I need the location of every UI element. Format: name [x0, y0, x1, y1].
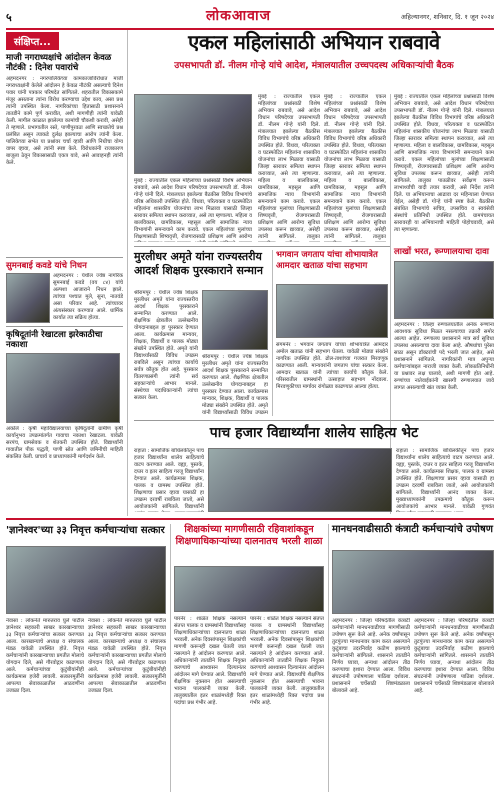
shikshak-headline: शिक्षकांच्या मागणीसाठी रहिवाशांकडून शिक्षणाधिकाऱ्यांच्या दालनातच भरली शाळा — [175, 524, 323, 547]
column-rule — [170, 524, 171, 792]
shikshak-photo — [174, 566, 324, 612]
right-sidebar-photo — [394, 261, 494, 319]
mandhan-body-col2: अहमदनगर : जिल्हा परिषदेतील कंत्राटी कर्मचाऱ्यांनी मानधनवाढीच्या मागणीसाठी उपोषण सुरू केले आहे. अनेक वर्षांपासून तुटपुंज्या मानधनावर काम करत असल्याने कुटुंबाचा उदरनिर्वाह कठीण झाल्याचे कर्मचाऱ्यांनी सांगितले. शासनाने तातडीने निर्णय घ्यावा, अन्यथा आंदोलन तीव्र करण्याचा इशारा देण्यात आला. विविध संघटनांनी उपोषणाला पाठिंबा दर्शवला. प्रशासनाने चर्चेसाठी शिष्टमंडळाला बोलावले आहे. — [414, 618, 494, 694]
lead-body-col3: मुंबई : राज्यातील एकल महिलांच्या प्रश्नांसाठी विशेष अभियान राबवावे, असे आदेश विधान परिषदेच्या उपसभापती डॉ. नीलम गोऱ्हे यांनी दिले. मंत्रालयात झालेल्या बैठकीस विविध विभागांचे वरिष्ठ अधिकारी उपस्थित होते. विधवा, परित्यक्ता व घटस्फोटित महिलांना शासकीय योजनांचा लाभ मिळावा यासाठी जिल्हा स्तरावर समित्या स्थापन कराव्यात, असे त्या म्हणाल्या. महिला व बालविकास, ग्रामविकास, महसूल आणि सामाजिक न्याय विभागांनी समन्वयाने काम करावे. एकल महिलांच्या मुलांच्या शिक्षणासाठी शिष्यवृत्ती, रोजगारासाठी प्रशिक्षण आणि आरोग्य सुविधा उपलब्ध करून द्याव्यात, असेही त्यांनी सांगितले. तालुका — [324, 94, 386, 240]
lower-section-rule — [6, 518, 494, 520]
right-sidebar-body: अहमदनगर : जिल्हा रुग्णालयातील अनेक रुग्णांना आवश्यक सुविधा मिळत नसल्याच्या तक्रारी समोर आल्या आहेत. रुग्णालय प्रशासनाने मात्र सर्व सुविधा उपलब्ध असल्याचा दावा केला आहे. औषधांचा पुरेसा साठा असून डॉक्टरांची पदे भरली जात आहेत, असे प्रशासनाने सांगितले. नागरिकांनी मात्र अपुऱ्या कर्मचाऱ्यांबद्दल नाराजी व्यक्त केली. लोकप्रतिनिधींनी या प्रश्नावर लक्ष घालावे, अशी मागणी होत आहे. रुग्णांच्या नातेवाईकांनी खासगी रुग्णालयात जावे लागत असल्याची खंत व्यक्त केली. — [394, 321, 494, 391]
five-thousand-body-col1: राहाता : सामाजिक बांधिलकीतून पाच हजार विद्यार्थ्यांना शालेय साहित्याचे वाटप करण्यात आले. वह्या, पुस्तके, दप्तर व इतर साहित्य गरजू विद्यार्थ्यांना देण्यात आले. कार्यक्रमास शिक्षक, पालक व ग्रामस्थ उपस्थित होते. शिक्षणाचा प्रसार व्हावा यासाठी हा उपक्रम दरवर्षी राबविला जातो, असे आयोजकांनी सांगितले. विद्यार्थ्यांनी — [134, 448, 204, 510]
brief-divider — [6, 326, 123, 327]
right-brief-body-top: मुंबई : राज्यातील एकल महिलांच्या प्रश्नांसाठी विशेष अभियान राबवावे, असे आदेश विधान परिषदेच्या उपसभापती डॉ. नीलम गोऱ्हे यांनी दिले. मंत्रालयात झालेल्या बैठकीस विविध विभागांचे वरिष्ठ अधिकारी उपस्थित होते. विधवा, परित्यक्ता व घटस्फोटित महिलांना शासकीय योजनांचा लाभ मिळावा यासाठी जिल्हा स्तरावर समित्या स्थापन कराव्यात, असे त्या म्हणाल्या. महिला व बालविकास, ग्रामविकास, महसूल आणि सामाजिक न्याय विभागांनी समन्वयाने काम करावे. एकल महिलांच्या मुलांच्या शिक्षणासाठी शिष्यवृत्ती, रोजगारासाठी प्रशिक्षण आणि आरोग्य सुविधा उपलब्ध करून द्याव्यात, असेही त्यांनी सांगितले. तालुका पातळीवर सर्वेक्षण करून लाभार्थ्यांची यादी तयार करावी, असे निर्देश त्यांनी दिले. या अभियानाचा आढावा दर महिन्याला घेण्यात येईल, असेही डॉ. गोऱ्हे यांनी स्पष्ट केले. बैठकीस संबंधित विभागांचे सचिव, उपसचिव व स्वयंसेवी संस्थांचे प्रतिनिधी उपस्थित होते. ग्रामपंचायत स्तरावरही या अभियानाची माहिती पोहोचवावी, असे त्या म्हणाल्या. — [394, 94, 494, 233]
dnyanesh-headline: 'ज्ञानेश्वर'च्या ३३ निवृत्त कर्मचाऱ्यांचा सत्कार — [6, 525, 165, 536]
dateline: अहिल्यानगर, शनिवार, दि. १ जून २०२४ — [400, 13, 494, 21]
five-thousand-body-col2: राहाता : सामाजिक बांधिलकीतून पाच हजार विद्यार्थ्यांना शालेय साहित्याचे वाटप करण्यात आले. वह्या, पुस्तके, दप्तर व इतर साहित्य गरजू विद्यार्थ्यांना देण्यात आले. कार्यक्रमास शिक्षक, पालक व ग्रामस्थ उपस्थित होते. शिक्षणाचा प्रसार व्हावा यासाठी हा उपक्रम दरवर्षी राबविला जातो, असे आयोजकांनी सांगितले. विद्यार्थ्यांनी आनंद व्यक्त केला. मुख्याध्यापकांनी उपक्रमाचे कौतुक करून आयोजकांचे आभार मानले. यावेळी गुणवंत — [396, 448, 494, 510]
mandhan-head — [332, 524, 494, 548]
column-rule — [328, 524, 329, 792]
page-number: ५ — [6, 11, 12, 24]
shikshak-body-col1: पारनेर : शाळेत शिक्षक नसल्याने संतप्त पालक व ग्रामस्थांनी विद्यार्थ्यांसह शिक्षणाधिकाऱ्यांच्या दालनातच शाळा भरवली. अनेक दिवसांपासून शिक्षकांची मागणी करूनही दखल घेतली जात नसल्याने हे आंदोलन करण्यात आले. अधिकाऱ्यांनी तातडीने शिक्षक नियुक्त करण्याचे आश्वासन दिल्यानंतर आंदोलन मागे घेण्यात आले. विद्यार्थ्यांचे शैक्षणिक नुकसान होत असल्याची भावना पालकांनी व्यक्त केली. तालुक्यातील इतर शाळांमध्येही रिक्त पदांचा प्रश्न गंभीर आहे. — [174, 616, 246, 706]
brief-column — [6, 30, 128, 516]
right-brief-top — [394, 94, 494, 242]
five-thousand-head — [134, 424, 494, 444]
brief-body-3: अकोले : कृषी महाविद्यालयाच्या कृषिदूतांनी ग्रामीण कृषी कार्यानुभव उपक्रमांतर्गत गावाचा नकाशा रेखाटला. यावेळी सरपंच, ग्रामसेवक व शेतकरी उपस्थित होते. विद्यार्थ्यांनी गावातील पीक पद्धती, पाणी स्रोत आणि जमिनीची माहिती संकलित केली. प्राचार्य व प्राध्यापकांनी मार्गदर्शन केले. — [6, 425, 123, 460]
mandhan-body-col1: अहमदनगर : जिल्हा परिषदेतील कंत्राटी कर्मचाऱ्यांनी मानधनवाढीच्या मागणीसाठी उपोषण सुरू केले आहे. अनेक वर्षांपासून तुटपुंज्या मानधनावर काम करत असल्याने कुटुंबाचा उदरनिर्वाह कठीण झाल्याचे कर्मचाऱ्यांनी सांगितले. शासनाने तातडीने निर्णय घ्यावा, अन्यथा आंदोलन तीव्र करण्याचा इशारा देण्यात आला. विविध संघटनांनी उपोषणाला पाठिंबा दर्शवला. प्रशासनाने चर्चेसाठी शिष्टमंडळाला बोलावले आहे. — [332, 618, 410, 694]
brief-headline-1: माजी नगराध्यक्षांचे आंदोलन केवळ नौटंकी : दिनेश पवारांचे — [6, 53, 112, 73]
obituary-photo — [6, 273, 50, 323]
bhagwan-headline: भगवान जगताप यांचा शोभायात्रेत आमदार खताळ यांचा सहभाग — [276, 250, 378, 271]
murlidhar-body-col2: श्रीरामपूर : येथील ज्येष्ठ शिक्षक मुरलीधर अमृते यांना राज्यस्तरीय आदर्श शिक्षक पुरस्काराने सन्मानित करण्यात आले. शैक्षणिक क्षेत्रातील उल्लेखनीय योगदानाबद्दल हा पुरस्कार देण्यात आला. कार्यक्रमास मान्यवर, शिक्षक, विद्यार्थी व पालक मोठ्या संख्येने उपस्थित होते. अमृते यांनी विद्यार्थ्यांसाठी विविध उपक्रम — [202, 354, 268, 416]
bhagwan-head — [276, 250, 388, 282]
brief-headline-3: कृषिदूतांनी रेखाटला झरेकाठीचा नकाशा — [6, 330, 103, 351]
dnyanesh-body-col2: नेवासा : लोकनेते मारुतराव घुले पाटील ज्ञानेश्वर सहकारी साखर कारखान्याच्या ३३ निवृत्त कर्मचाऱ्यांचा सत्कार करण्यात आला. कारखान्याचे अध्यक्ष व संचालक मंडळ यावेळी उपस्थित होते. निवृत्त कर्मचाऱ्यांनी कारखान्याच्या प्रगतीत मोलाचे योगदान दिले, असे गौरवोद्गार काढण्यात आले. कर्मचाऱ्यांच्या कुटुंबीयांनीही कार्यक्रमास हजेरी लावली. सत्कारमूर्तींनी आपल्या सेवाकाळातील आठवणींना उजाळा दिला. — [88, 618, 166, 694]
section-tag: संक्षिप्त... — [6, 32, 59, 50]
bhagwan-body: संगमनेर : भगवान जगताप यांच्या शोभायात्रेत आमदार अमोल खताळ यांनी सहभाग घेतला. यावेळी मोठ्या संख्येने नागरिक उपस्थित होते. ढोल-ताशांच्या गजरात मिरवणूक काढण्यात आली. मान्यवरांनी जगताप यांचा सत्कार केला. आमदार खताळ यांनी त्यांच्या कार्याचे कौतुक केले. परिसरातील ग्रामस्थांनी उत्साहात सहभाग नोंदवला. मिरवणुकीच्या मार्गावर रांगोळ्या काढण्यात आल्या होत्या. — [276, 342, 388, 390]
bhagwan-photo — [276, 284, 388, 338]
dnyanesh-photo — [6, 546, 166, 614]
section-rule — [134, 246, 390, 247]
five-thousand-headline: पाच हजार विद्यार्थ्यांना शालेय साहित्य भेट — [209, 425, 419, 441]
mandhan-photo — [332, 550, 494, 614]
lead-headline: एकल महिलांसाठी अभियान राबवावे — [188, 30, 440, 54]
dnyanesh-head — [6, 524, 166, 544]
newspaper-page — [6, 0, 494, 795]
lead-body-col1: मुंबई : राज्यातील एकल महिलांच्या प्रश्नांसाठी विशेष अभियान राबवावे, असे आदेश विधान परिषदेच्या उपसभापती डॉ. नीलम गोऱ्हे यांनी दिले. मंत्रालयात झालेल्या बैठकीस विविध विभागांचे वरिष्ठ अधिकारी उपस्थित होते. विधवा, परित्यक्ता व घटस्फोटित महिलांना शासकीय योजनांचा लाभ मिळावा यासाठी जिल्हा स्तरावर समित्या स्थापन कराव्यात, असे त्या म्हणाल्या. महिला व बालविकास, ग्रामविकास, महसूल आणि सामाजिक न्याय विभागांनी समन्वयाने काम करावे. एकल महिलांच्या मुलांच्या शिक्षणासाठी शिष्यवृत्ती, रोजगारासाठी प्रशिक्षण आणि आरोग्य — [134, 178, 252, 240]
dnyanesh-body-col1: नेवासा : लोकनेते मारुतराव घुले पाटील ज्ञानेश्वर सहकारी साखर कारखान्याच्या ३३ निवृत्त कर्मचाऱ्यांचा सत्कार करण्यात आला. कारखान्याचे अध्यक्ष व संचालक मंडळ यावेळी उपस्थित होते. निवृत्त कर्मचाऱ्यांनी कारखान्याच्या प्रगतीत मोलाचे योगदान दिले, असे गौरवोद्गार काढण्यात आले. कर्मचाऱ्यांच्या कुटुंबीयांनीही कार्यक्रमास हजेरी लावली. सत्कारमूर्तींनी आपल्या सेवाकाळातील आठवणींना उजाळा दिला. — [6, 618, 84, 694]
murlidhar-body-col1: श्रीरामपूर : येथील ज्येष्ठ शिक्षक मुरलीधर अमृते यांना राज्यस्तरीय आदर्श शिक्षक पुरस्काराने सन्मानित करण्यात आले. शैक्षणिक क्षेत्रातील उल्लेखनीय योगदानाबद्दल हा पुरस्कार देण्यात आला. कार्यक्रमास मान्यवर, शिक्षक, विद्यार्थी व पालक मोठ्या संख्येने उपस्थित होते. अमृते यांनी विद्यार्थ्यांसाठी विविध उपक्रम राबविले असून त्यांच्या कार्याचे सर्वत्र कौतुक होत आहे. पुरस्कार वितरणप्रसंगी त्यांनी सर्व सहकाऱ्यांचे आभार मानले. संस्थेच्या पदाधिकाऱ्यांनी त्यांचा सत्कार केला. — [134, 290, 198, 401]
brief-body-1: अहमदनगर : नगरपालिकेच्या कामकाजाविरोधात माजी नगराध्यक्षांनी केलेले आंदोलन हे केवळ नौटंकी असल्याचे दिनेश पवार यांनी पत्रकार परिषदेत सांगितले. शहरातील विकासकामे मंजूर असताना त्यांना विरोध करण्याचा उद्देश काय, असा प्रश्न त्यांनी उपस्थित केला. नागरिकांच्या हितासाठी प्रशासनाने तातडीने कामे पूर्ण करावीत, अशी मागणीही त्यांनी यावेळी केली. मागील काळात झालेल्या कामांची चौकशी करावी, असेही ते म्हणाले. प्रभागातील रस्ते, पाणीपुरवठा आणि स्वच्छतेचे प्रश्न प्रलंबित असून त्याकडे दुर्लक्ष झाल्याचा आरोप त्यांनी केला. पालिकेच्या सभेत या प्रश्नांवर चर्चा व्हावी आणि निधीचा योग्य वापर व्हावा, असे त्यांनी स्पष्ट केले. विरोधकांनी राजकारण बाजूला ठेवून विकासासाठी एकत्र यावे, असे आवाहनही त्यांनी केले. — [6, 75, 123, 166]
murlidhar-head — [134, 250, 268, 286]
murlidhar-headline: मुरलीधर अमृते यांना राज्यस्तरीय आदर्श शिक्षक पुरस्काराने सन्मान — [134, 250, 263, 277]
krishidoot-photo — [6, 353, 120, 423]
mandhan-headline: मानधनवाढीसाठी कंत्राटी कर्मचाऱ्यांचे उपोषण — [332, 524, 493, 535]
section-rule — [134, 420, 494, 421]
masthead: लोकआवाज — [206, 8, 271, 24]
shikshak-head — [174, 524, 324, 564]
brief-divider — [6, 257, 123, 258]
lead-story-head — [134, 30, 494, 92]
right-sidebar-headline: लाखों भरत, रूग्णालयाचा दावा — [394, 247, 489, 257]
lead-photo — [134, 94, 252, 174]
brief-headline-2: सुमनबाई कवडे यांचे निधन — [6, 260, 87, 271]
shikshak-body-col2: पारनेर : शाळेत शिक्षक नसल्याने संतप्त पालक व ग्रामस्थांनी विद्यार्थ्यांसह शिक्षणाधिकाऱ्यांच्या दालनातच शाळा भरवली. अनेक दिवसांपासून शिक्षकांची मागणी करूनही दखल घेतली जात नसल्याने हे आंदोलन करण्यात आले. अधिकाऱ्यांनी तातडीने शिक्षक नियुक्त करण्याचे आश्वासन दिल्यानंतर आंदोलन मागे घेण्यात आले. विद्यार्थ्यांचे शैक्षणिक नुकसान होत असल्याची भावना पालकांनी व्यक्त केली. तालुक्यातील इतर शाळांमध्येही रिक्त पदांचा प्रश्न गंभीर आहे. — [250, 616, 324, 706]
murlidhar-photo — [202, 290, 268, 350]
lead-subheadline: उपसभापती डॉ. नीलम गोऱ्हे यांचे आदेश, मंत्रालयातील उच्चपदस्थ अधिकाऱ्यांची बैठक — [174, 61, 454, 71]
column-rule — [272, 250, 273, 416]
five-thousand-photo — [208, 448, 392, 512]
lead-body-col2: मुंबई : राज्यातील एकल महिलांच्या प्रश्नांसाठी विशेष अभियान राबवावे, असे आदेश विधान परिषदेच्या उपसभापती डॉ. नीलम गोऱ्हे यांनी दिले. मंत्रालयात झालेल्या बैठकीस विविध विभागांचे वरिष्ठ अधिकारी उपस्थित होते. विधवा, परित्यक्ता व घटस्फोटित महिलांना शासकीय योजनांचा लाभ मिळावा यासाठी जिल्हा स्तरावर समित्या स्थापन कराव्यात, असे त्या म्हणाल्या. महिला व बालविकास, ग्रामविकास, महसूल आणि सामाजिक न्याय विभागांनी समन्वयाने काम करावे. एकल महिलांच्या मुलांच्या शिक्षणासाठी शिष्यवृत्ती, रोजगारासाठी प्रशिक्षण आणि आरोग्य सुविधा उपलब्ध करून द्याव्यात, असेही त्यांनी सांगितले. तालुका — [258, 94, 320, 240]
brief-body-2: अहमदनगर : येथील ज्येष्ठ नागरिक सुमनबाई कवडे (वय ८४) यांचे अल्पशा आजाराने निधन झाले. त्यांच्या पश्चात मुले, सुना, नातवंडे असा परिवार आहे. त्यांच्यावर अंत्यसंस्कार करण्यात आले. धार्मिक कार्यात त्या सक्रिय होत्या. — [53, 273, 123, 322]
